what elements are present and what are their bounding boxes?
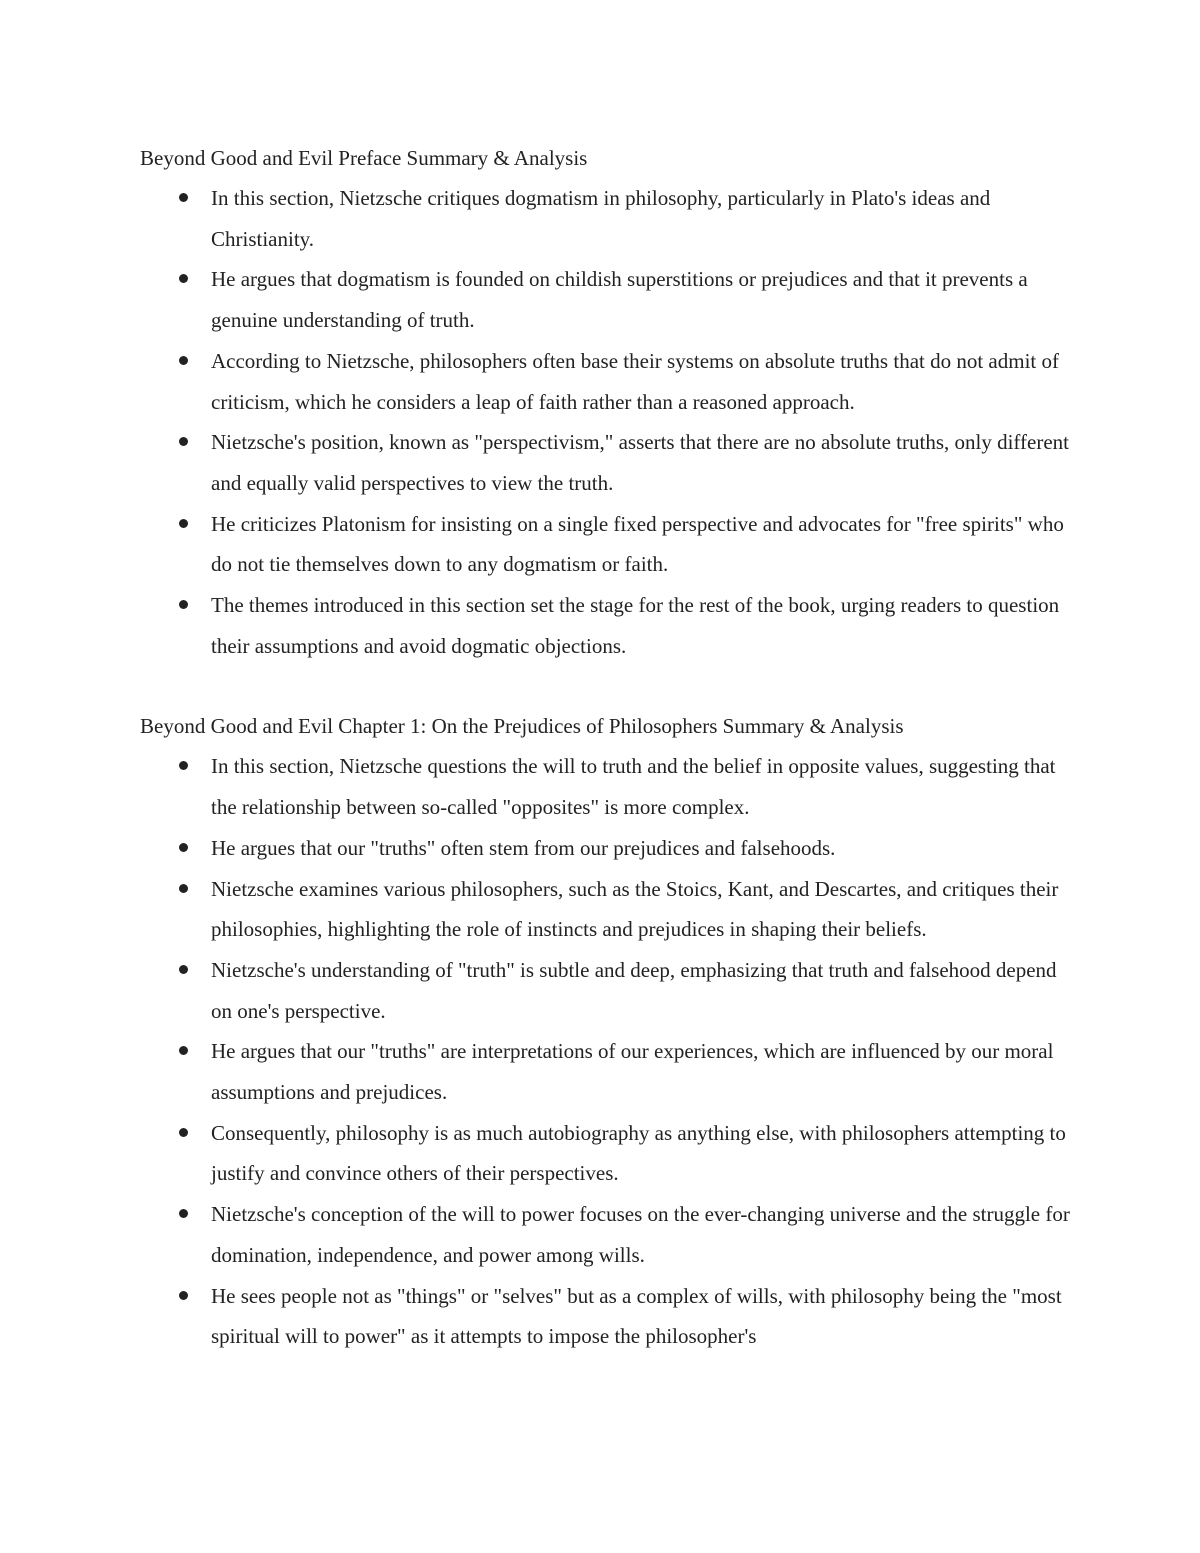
list-item xyxy=(140,746,1070,827)
bullet-list xyxy=(140,178,1070,666)
bullet-icon xyxy=(179,965,188,974)
list-item xyxy=(140,828,1070,869)
list-item-text: The themes introduced in this section set the stage for the rest of the book, urging readers to question their assumptions and avoid dogmatic objections. xyxy=(211,593,1060,658)
section-preface xyxy=(140,138,1070,666)
bullet-icon xyxy=(179,884,188,893)
section-chapter-1 xyxy=(140,706,1070,1357)
list-item-text: Nietzsche's conception of the will to power focuses on the ever-changing universe and the struggle for domination, independence, and power among wills. xyxy=(211,1202,1070,1267)
list-item xyxy=(140,178,1070,259)
list-item-text: He argues that our "truths" are interpretations of our experiences, which are influenced by our moral assumptions and prejudices. xyxy=(211,1039,1054,1105)
bullet-icon xyxy=(179,1291,188,1300)
bullet-icon xyxy=(179,274,188,283)
list-item xyxy=(140,422,1070,503)
bullet-list xyxy=(140,746,1070,1357)
list-item xyxy=(140,504,1070,585)
list-item-text: In this section, Nietzsche questions the will to truth and the belief in opposite values, suggesting that the relationship between so-called "opposites" is more complex. xyxy=(211,754,1056,820)
list-item-text: According to Nietzsche, philosophers often base their systems on absolute truths that do not admit of criticism, which he considers a leap of faith rather than a reasoned approach. xyxy=(211,348,1059,414)
list-item-text: In this section, Nietzsche critiques dogmatism in philosophy, particularly in Plato's ideas and Christianity. xyxy=(211,186,991,251)
section-heading: Beyond Good and Evil Preface Summary & Analysis xyxy=(140,146,588,170)
list-item xyxy=(140,341,1070,422)
list-item-text: He criticizes Platonism for insisting on a single fixed perspective and advocates for "free spirits" who do not tie themselves down to any dogmatism or faith. xyxy=(211,511,1064,577)
bullet-icon xyxy=(179,437,188,446)
list-item-text: Consequently, philosophy is as much autobiography as anything else, with philosophers attempting to justify and convince others of their perspectives. xyxy=(211,1120,1066,1186)
bullet-icon xyxy=(179,356,188,365)
list-item-text: Nietzsche's position, known as "perspectivism," asserts that there are no absolute truths, only different and equally valid perspectives to view the truth. xyxy=(211,430,1070,495)
bullet-icon xyxy=(179,843,188,852)
list-item-text: He argues that dogmatism is founded on childish superstitions or prejudices and that it prevents a genuine understanding of truth. xyxy=(211,267,1028,333)
bullet-icon xyxy=(179,193,188,202)
bullet-icon xyxy=(179,1209,188,1218)
document-page xyxy=(140,138,1070,1357)
list-item xyxy=(140,1276,1070,1357)
bullet-icon xyxy=(179,761,188,770)
list-item xyxy=(140,950,1070,1031)
list-item xyxy=(140,1113,1070,1194)
list-item-text: Nietzsche's understanding of "truth" is subtle and deep, emphasizing that truth and falsehood depend on one's perspective. xyxy=(211,957,1057,1023)
list-item xyxy=(140,1194,1070,1275)
bullet-icon xyxy=(179,600,188,609)
list-item-text: He sees people not as "things" or "selves" but as a complex of wills, with philosophy being the "most spiritual will to power" as it attempts to impose the philosopher's xyxy=(211,1283,1062,1349)
bullet-icon xyxy=(179,519,188,528)
section-heading: Beyond Good and Evil Chapter 1: On the Prejudices of Philosophers Summary & Analysis xyxy=(140,714,904,739)
list-item-text: He argues that our "truths" often stem from our prejudices and falsehoods. xyxy=(211,835,836,860)
list-item xyxy=(140,869,1070,950)
list-item xyxy=(140,1031,1070,1112)
bullet-icon xyxy=(179,1128,188,1137)
list-item xyxy=(140,585,1070,666)
list-item-text: Nietzsche examines various philosophers, such as the Stoics, Kant, and Descartes, and critiques their philosophies, highlighting the role of instincts and prejudices in shaping their beliefs. xyxy=(211,876,1059,942)
list-item xyxy=(140,259,1070,340)
bullet-icon xyxy=(179,1046,188,1055)
